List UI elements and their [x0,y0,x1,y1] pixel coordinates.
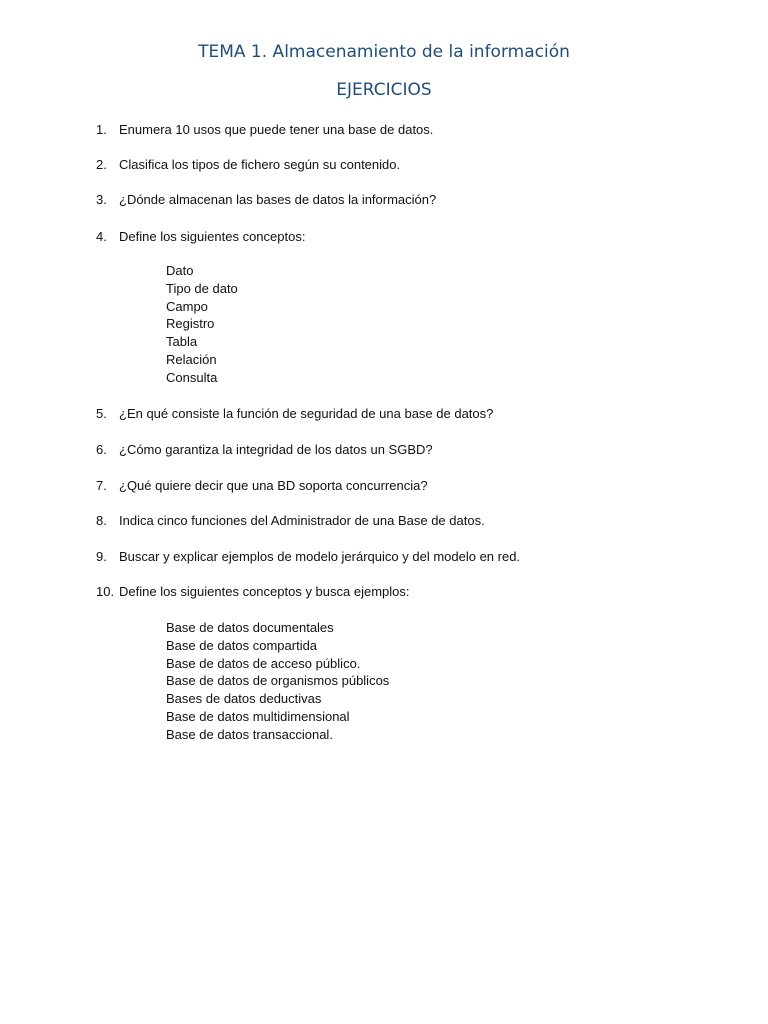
exercise-number: 3. [96,192,107,207]
concept-item: Tabla [166,334,198,350]
exercise-item [96,442,433,458]
concept-list [166,262,238,387]
exercise-item [96,122,433,138]
concept-item: Dato [166,263,194,278]
exercise-text: Define los siguientes conceptos y busca ejemplos: [119,584,410,599]
exercise-text: Indica cinco funciones del Administrador de una Base de datos. [119,513,485,528]
concept-item: Relación [166,351,217,367]
section-heading: EJERCICIOS [336,80,432,100]
exercise-text: Define los siguientes conceptos: [119,229,306,244]
exercise-item [96,549,520,565]
concept-item: Consulta [166,369,218,385]
exercise-text: Clasifica los tipos de fichero según su contenido. [119,157,401,172]
exercise-text: ¿En qué consiste la función de seguridad de una base de datos? [119,406,494,421]
concept-item: Bases de datos deductivas [166,691,322,707]
concept-item: Base de datos compartida [166,637,318,653]
exercise-text: ¿Cómo garantiza la integridad de los datos un SGBD? [119,442,433,457]
exercise-number: 2. [96,157,107,172]
exercise-text: Buscar y explicar ejemplos de modelo jerárquico y del modelo en red. [119,549,521,564]
exercise-item [96,584,410,600]
concept-item: Base de datos transaccional. [166,726,333,742]
exercise-number: 1. [96,122,107,137]
exercise-item [96,229,305,245]
concept-item: Tipo de dato [166,280,238,296]
exercise-number: 7. [96,478,107,493]
exercise-item [96,406,493,422]
concept-item: Base de datos documentales [166,620,334,635]
document-title: TEMA 1. Almacenamiento de la información [198,42,570,62]
concept-item: Base de datos multidimensional [166,708,350,724]
exercise-number: 6. [96,442,107,457]
exercise-item [96,513,485,529]
exercise-number: 8. [96,513,107,528]
exercise-number: 5. [96,406,107,421]
exercise-item [96,192,436,208]
exercise-text: ¿Qué quiere decir que una BD soporta concurrencia? [119,478,428,493]
exercise-text: ¿Dónde almacenan las bases de datos la información? [119,192,437,207]
exercise-number: 9. [96,549,107,564]
concept-item: Base de datos de organismos públicos [166,673,390,689]
exercise-number: 4. [96,229,107,244]
concept-item: Base de datos de acceso público. [166,655,361,671]
concept-item: Registro [166,316,215,332]
concept-item: Campo [166,298,208,314]
concept-list [166,619,389,744]
exercise-item [96,157,400,173]
exercise-text: Enumera 10 usos que puede tener una base de datos. [119,122,434,137]
exercise-item [96,478,428,494]
exercise-number: 10. [96,584,115,599]
